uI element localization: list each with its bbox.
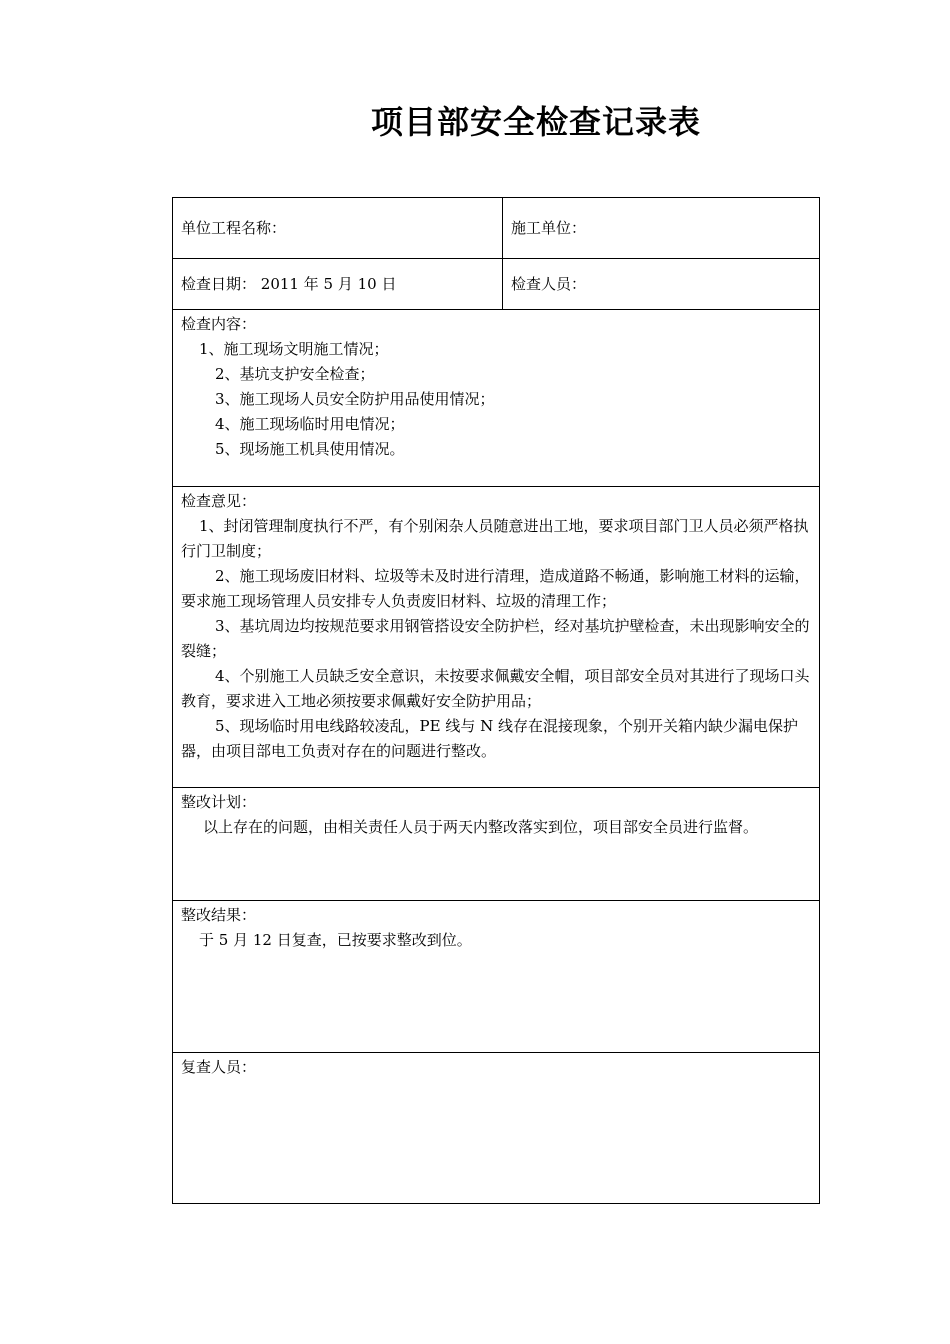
- rectification-plan-text: 以上存在的问题，由相关责任人员于两天内整改落实到位，项目部安全员进行监督。: [203, 818, 759, 836]
- contractor-label: 施工单位：: [511, 218, 587, 237]
- rectification-result-label: 整改结果：: [181, 906, 257, 924]
- inspection-form-table: [172, 197, 820, 1204]
- list-item: 3、施工现场人员安全防护用品使用情况；: [215, 390, 495, 408]
- table-row: [173, 901, 820, 1053]
- table-row: [173, 788, 820, 901]
- list-item: 4、施工现场临时用电情况；: [215, 415, 405, 433]
- table-row: [173, 1053, 820, 1204]
- table-row: [173, 259, 820, 310]
- opinion-item: 2、施工现场废旧材料、垃圾等未及时进行清理，造成道路不畅通，影响施工材料的运输，要求施工现场管理人员安排专人负责废旧材料、垃圾的清理工作；: [181, 567, 810, 610]
- opinion-item: 4、个别施工人员缺乏安全意识，未按要求佩戴安全帽，项目部安全员对其进行了现场口头教育，要求进入工地必须按要求佩戴好安全防护用品；: [181, 667, 810, 710]
- opinion-item: 1、封闭管理制度执行不严，有个别闲杂人员随意进出工地，要求项目部门卫人员必须严格执行门卫制度；: [181, 517, 809, 560]
- inspection-opinion-label: 检查意见：: [181, 492, 257, 510]
- list-item: 5、现场施工机具使用情况。: [215, 440, 405, 458]
- rectification-result-cell: [173, 901, 820, 1053]
- inspection-content-cell: [173, 310, 820, 487]
- table-row: [173, 310, 820, 487]
- opinion-item: 5、现场临时用电线路较凌乱，PE 线与 N 线存在混接现象，个别开关箱内缺少漏电保护器，由项目部电工负责对存在的问题进行整改。: [181, 717, 799, 760]
- list-item: 1、施工现场文明施工情况；: [199, 340, 389, 358]
- inspection-opinion-cell: [173, 487, 820, 788]
- inspection-date-value: 2011 年 5 月 10 日: [260, 274, 397, 293]
- rectification-plan-label: 整改计划：: [181, 793, 257, 811]
- inspection-date-label: 检查日期：: [181, 274, 257, 293]
- inspection-content-label: 检查内容：: [181, 315, 257, 333]
- reviewer-cell: [173, 1053, 820, 1204]
- reviewer-label: 复查人员：: [181, 1058, 257, 1076]
- page-title: 项目部安全检查记录表: [370, 103, 701, 141]
- inspection-date-cell: [173, 259, 503, 310]
- table-row: [173, 198, 820, 259]
- inspector-label: 检查人员：: [511, 274, 587, 293]
- rectification-result-text: 于 5 月 12 日复查，已按要求整改到位。: [199, 931, 472, 949]
- table-row: [173, 487, 820, 788]
- project-name-cell: [173, 198, 503, 259]
- project-name-label: 单位工程名称：: [181, 218, 287, 237]
- list-item: 2、基坑支护安全检查；: [215, 365, 375, 383]
- contractor-cell: [503, 198, 820, 259]
- rectification-plan-cell: [173, 788, 820, 901]
- opinion-item: 3、基坑周边均按规范要求用钢管搭设安全防护栏，经对基坑护壁检查，未出现影响安全的裂缝；: [181, 617, 810, 660]
- inspector-cell: [503, 259, 820, 310]
